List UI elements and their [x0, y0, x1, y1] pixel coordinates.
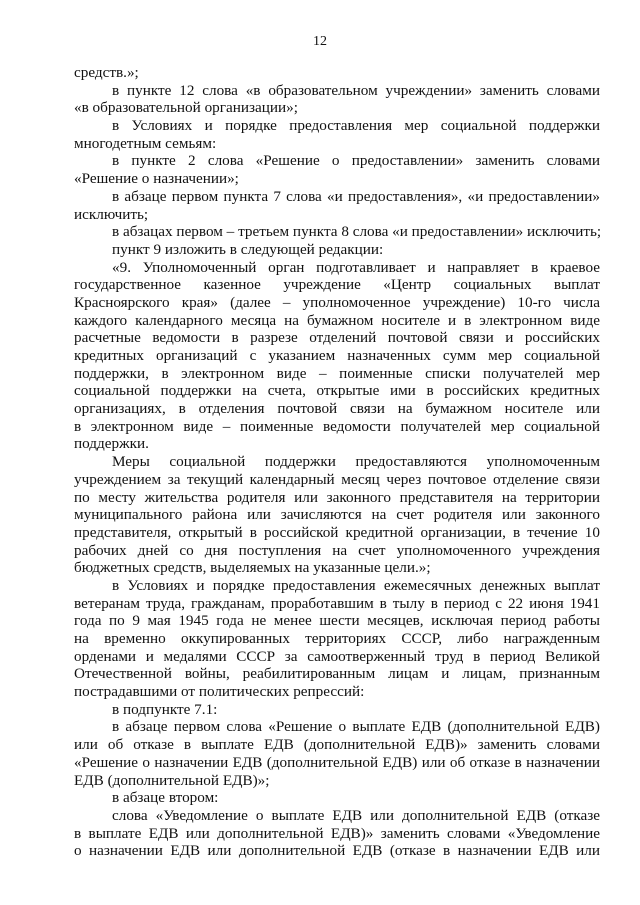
text-line: кредитных организаций с указанием назначенных сумм мер социальной [74, 347, 600, 364]
text-line: в Условиях и порядке предоставления мер социальной поддержки [112, 117, 600, 135]
text-line: слова «Уведомление о выплате ЕДВ или дополнительной ЕДВ (отказе [112, 806, 600, 824]
page-number: 12 [313, 34, 327, 49]
text-line: многодетным семьям: [74, 134, 217, 152]
text-line: ЕДВ (дополнительной ЕДВ)»; [74, 771, 270, 789]
text-line: в пункте 12 слова «в образовательном учреждении» заменить словами [112, 81, 600, 99]
text-line: орденами и медалями СССР за самоотверженный труд в период Великой [74, 647, 600, 665]
text-line: поддержки, в электронном виде – поименные списки получателей мер [74, 364, 600, 382]
text-line: государственное казенное учреждение «Центр социальных выплат [74, 276, 600, 294]
text-line: в пункте 2 слова «Решение о предоставлении» заменить словами [112, 152, 600, 170]
text-line: каждого календарного месяца на бумажном носителе и в электронном виде [74, 311, 600, 329]
text-line: расчетные ведомости в разрезе отделений почтовой связи и российских [74, 329, 600, 347]
text-line: пострадавшими от политических репрессий: [74, 683, 365, 701]
text-line: исключить; [74, 205, 149, 223]
text-line: по месту жительства родителя или законного представителя на территории [74, 488, 600, 506]
text-line: пункт 9 изложить в следующей редакции: [112, 240, 384, 258]
text-line: организациях, в отделения почтовой связи на бумажном носителе или [74, 400, 600, 418]
text-line: бюджетных средств, выделяемых на указанные цели.»; [74, 559, 431, 577]
text-line: в абзаце первом пункта 7 слова «и предоставления», «и предоставлении» [112, 187, 600, 205]
text-line: Красноярского края» (далее – уполномоченное учреждение) 10-го числа [74, 293, 600, 311]
text-line: Меры социальной поддержки предоставляются уполномоченным [112, 453, 600, 471]
text-line: о назначении ЕДВ или дополнительной ЕДВ (отказе в назначении ЕДВ или [74, 842, 600, 860]
text-line: представителя, открытый в российской кредитной организации, в течение 10 [74, 523, 600, 541]
text-line: в абзаце первом слова «Решение о выплате ЕДВ (дополнительной ЕДВ) [112, 718, 600, 736]
text-line: в абзаце втором: [112, 789, 219, 807]
text-line: в Условиях и порядке предоставления ежемесячных денежных выплат [112, 576, 600, 594]
text-line: «в образовательной организации»; [74, 99, 298, 117]
document-body [74, 64, 600, 860]
text-line: Отечественной войны, реабилитированным лицам и лицам, признанным [74, 665, 600, 683]
text-line: средств.»; [74, 64, 139, 81]
text-line: «Решение о назначении»; [74, 170, 239, 188]
text-line: социальной поддержки на счета, открытые ими в российских кредитных [74, 382, 600, 400]
text-line: ветеранам труда, гражданам, проработавшим в тылу в период с 22 июня 1941 [74, 594, 600, 612]
text-line: муниципального района или зачисляются на счет родителя или законного [74, 506, 600, 524]
text-line: в электронном виде – поименные ведомости получателей мер социальной [74, 417, 600, 435]
text-line: «Решение о назначении ЕДВ (дополнительной ЕДВ) или об отказе в назначении [74, 753, 600, 771]
text-line: на временно оккупированных территориях СССР, либо награжденным [74, 630, 600, 647]
text-line: рабочих дней со дня поступления на счет уполномоченного учреждения [74, 541, 600, 559]
text-line: года по 9 мая 1945 года не менее шести месяцев, исключая период работы [74, 612, 600, 630]
text-line: поддержки. [74, 435, 149, 453]
text-line: в абзацах первом – третьем пункта 8 слова «и предоставлении» исключить; [112, 223, 602, 241]
text-line: учреждением за текущий календарный месяц через почтовое отделение связи [74, 470, 600, 488]
text-line: или об отказе в выплате ЕДВ (дополнительной ЕДВ)» заменить словами [74, 736, 600, 754]
text-line: в подпункте 7.1: [112, 700, 218, 718]
text-line: «9. Уполномоченный орган подготавливает и направляет в краевое [112, 258, 600, 276]
text-line: в выплате ЕДВ или дополнительной ЕДВ)» заменить словами «Уведомление [74, 824, 600, 842]
